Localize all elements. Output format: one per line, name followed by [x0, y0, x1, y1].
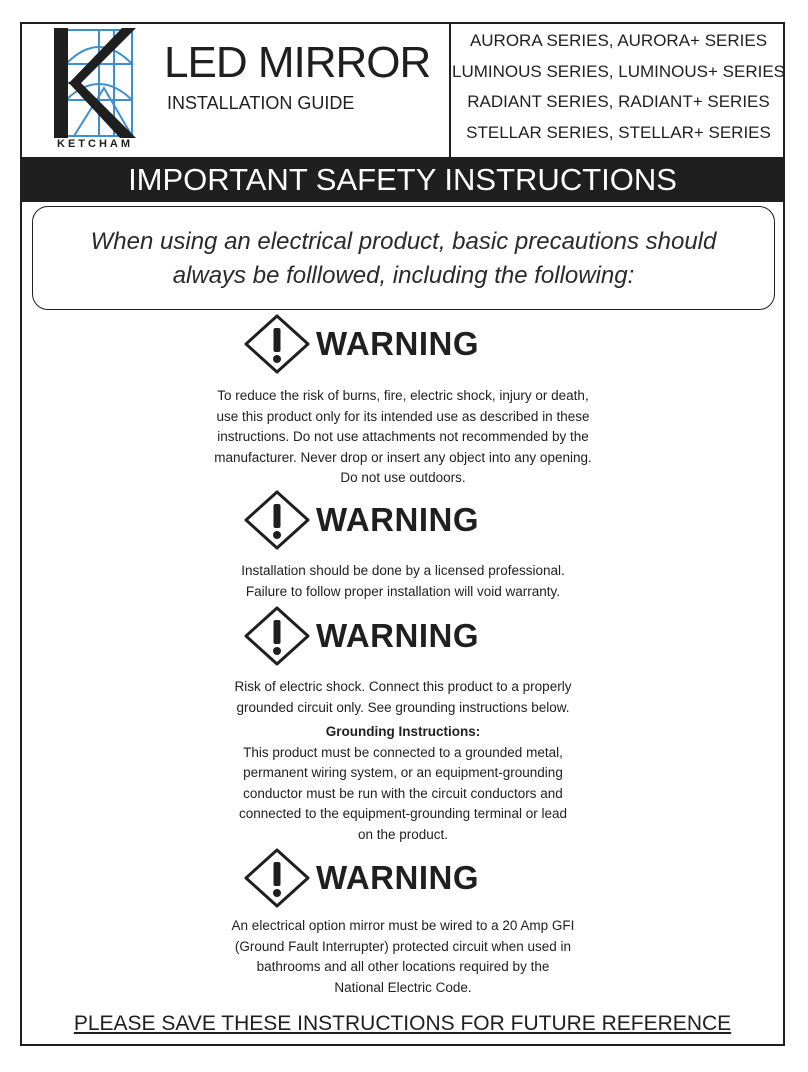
warning-text — [196, 916, 610, 998]
grounding-title: Grounding Instructions: — [325, 724, 481, 739]
safety-banner: IMPORTANT SAFETY INSTRUCTIONS — [20, 157, 785, 202]
text-line: permanent wiring system, or an equipment-grounding — [243, 765, 563, 780]
ketcham-logo — [54, 28, 136, 138]
warning-label: WARNING — [316, 617, 479, 654]
warning-text — [190, 386, 616, 489]
series-item: STELLAR SERIES, STELLAR+ SERIES — [466, 122, 771, 142]
series-item: RADIANT SERIES, RADIANT+ SERIES — [467, 92, 770, 111]
series-item: LUMINOUS SERIES, LUMINOUS+ SERIES — [452, 61, 785, 81]
header-divider — [449, 22, 451, 157]
page-subtitle: INSTALLATION GUIDE — [167, 93, 355, 113]
text-line: An electrical option mirror must be wired to a 20 Amp GFI — [231, 918, 575, 933]
text-line: conductor must be run with the circuit conductors and — [243, 785, 563, 801]
warning-text — [200, 561, 606, 602]
warning-diamond-icon — [244, 606, 310, 666]
warning-text — [190, 677, 616, 845]
text-line: bathrooms and all other locations required by the — [256, 959, 550, 974]
text-line: To reduce the risk of burns, fire, electric shock, injury or death, — [217, 388, 589, 403]
text-line: National Electric Code. — [334, 979, 472, 995]
text-line: Risk of electric shock. Connect this product to a properly — [234, 679, 572, 694]
series-list — [452, 26, 785, 148]
callout-line: always be folllowed, including the following: — [172, 262, 635, 289]
warning-label: WARNING — [316, 325, 479, 362]
text-line: Failure to follow proper installation will void warranty. — [245, 583, 561, 599]
text-line: Installation should be done by a licensed professional. — [241, 563, 565, 578]
text-line: on the product. — [357, 826, 449, 842]
text-line: manufacturer. Never drop or insert any object into any opening. — [214, 449, 592, 465]
warning-diamond-icon — [244, 490, 310, 550]
text-line: connected to the equipment-grounding terminal or lead — [239, 806, 567, 821]
text-line: instructions. Do not use attachments not recommended by the — [217, 429, 589, 444]
callout-line: When using an electrical product, basic precautions should — [90, 228, 717, 255]
text-line: Do not use outdoors. — [340, 470, 466, 485]
text-line: grounded circuit only. See grounding instructions below. — [236, 699, 570, 715]
text-line: This product must be connected to a grounded metal, — [243, 744, 563, 760]
brand-name: KETCHAM — [57, 138, 133, 150]
warning-diamond-icon — [244, 848, 310, 908]
text-line: use this product only for its intended use as described in these — [216, 408, 590, 424]
warning-heading — [244, 606, 479, 666]
header — [20, 22, 785, 157]
precautions-callout — [32, 206, 775, 310]
warning-diamond-icon — [244, 314, 310, 374]
series-item: AURORA SERIES, AURORA+ SERIES — [469, 31, 768, 50]
save-instructions-footer: PLEASE SAVE THESE INSTRUCTIONS FOR FUTURE REFERENCE — [73, 1012, 732, 1035]
warning-heading — [244, 848, 479, 908]
page-title: LED MIRROR — [164, 38, 431, 87]
warning-label: WARNING — [316, 501, 479, 538]
warning-heading — [244, 314, 479, 374]
text-line: (Ground Fault Interrupter) protected circuit when used in — [234, 938, 572, 954]
warning-label: WARNING — [316, 859, 479, 896]
warning-heading — [244, 490, 479, 550]
